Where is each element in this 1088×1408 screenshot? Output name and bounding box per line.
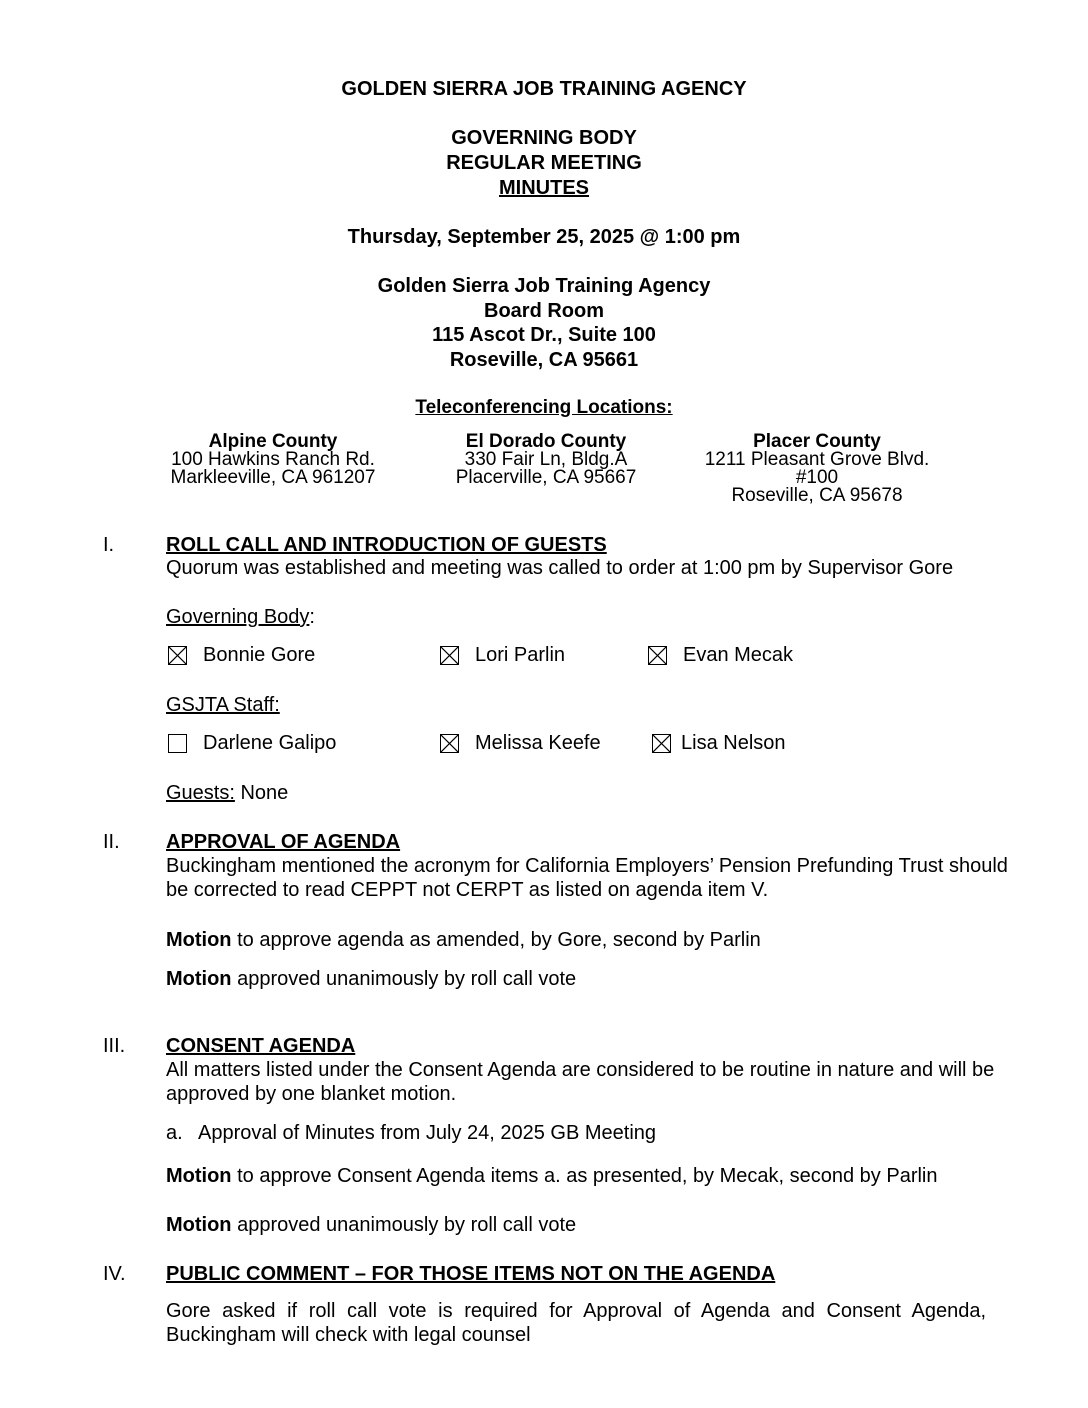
checked-box-icon bbox=[168, 646, 187, 665]
governing-body-heading: GOVERNING BODY bbox=[451, 127, 637, 149]
attendee-name: Darlene Galipo bbox=[203, 732, 337, 754]
location-address: 100 Hawkins Ranch Rd. bbox=[171, 449, 375, 470]
governing-body-label: Governing Body: bbox=[166, 606, 315, 628]
teleconf-title: Teleconferencing Locations: bbox=[415, 397, 673, 418]
section-title-approval-of-agenda: APPROVAL OF AGENDA bbox=[166, 831, 401, 853]
section-number: I. bbox=[103, 534, 115, 556]
unchecked-box-icon bbox=[168, 734, 187, 753]
consent-item-label: a. bbox=[166, 1122, 183, 1144]
staff-lisa-nelson bbox=[652, 731, 786, 755]
section-number: II. bbox=[103, 831, 120, 853]
checked-box-icon bbox=[652, 734, 671, 753]
attendee-name: Lori Parlin bbox=[475, 644, 566, 666]
attendee-evan-mecak bbox=[648, 643, 793, 667]
location-suite: #100 bbox=[795, 467, 839, 488]
checked-box-icon bbox=[440, 734, 459, 753]
location-name: Placer County bbox=[753, 431, 881, 452]
checked-box-icon bbox=[440, 646, 459, 665]
venue-room: Board Room bbox=[484, 300, 604, 322]
consent-agenda-text: All matters listed under the Consent Agenda are considered to be routine in nature and will be approved by one blanket motion. bbox=[166, 1059, 995, 1105]
section-number: III. bbox=[103, 1035, 126, 1057]
consent-item-a: Approval of Minutes from July 24, 2025 GB Meeting bbox=[198, 1122, 657, 1144]
consent-motion-result: Motion approved unanimously by roll call vote bbox=[166, 1214, 577, 1236]
quorum-text: Quorum was established and meeting was called to order at 1:00 pm by Supervisor Gore bbox=[166, 557, 954, 579]
attendee-name: Evan Mecak bbox=[683, 644, 794, 666]
meeting-date: Thursday, September 25, 2025 @ 1:00 pm bbox=[347, 226, 741, 248]
attendee-bonnie-gore bbox=[168, 643, 315, 667]
location-city: Roseville, CA 95678 bbox=[731, 485, 903, 506]
section-title-roll-call: ROLL CALL AND INTRODUCTION OF GUESTS bbox=[166, 534, 607, 556]
location-alpine bbox=[143, 433, 403, 487]
location-address: 330 Fair Ln, Bldg.A bbox=[464, 449, 628, 470]
attendee-lori-parlin bbox=[440, 643, 565, 667]
consent-motion: Motion to approve Consent Agenda items a. as presented, by Mecak, second by Parlin bbox=[166, 1165, 938, 1187]
location-placer bbox=[677, 433, 957, 505]
section-number: IV. bbox=[103, 1263, 126, 1285]
checked-box-icon bbox=[648, 646, 667, 665]
location-name: El Dorado County bbox=[465, 431, 627, 452]
section-title-public-comment: PUBLIC COMMENT – FOR THOSE ITEMS NOT ON THE AGENDA bbox=[166, 1263, 776, 1285]
regular-meeting-heading: REGULAR MEETING bbox=[446, 152, 642, 174]
staff-melissa-keefe bbox=[440, 731, 601, 755]
venue-city: Roseville, CA 95661 bbox=[449, 349, 639, 371]
location-city: Markleeville, CA 961207 bbox=[170, 467, 376, 488]
agenda-correction-text: Buckingham mentioned the acronym for California Employers’ Pension Prefunding Trust should be corrected to read CEPPT not CERPT as listed on agenda item V. bbox=[166, 855, 1008, 901]
location-city: Placerville, CA 95667 bbox=[455, 467, 637, 488]
attendee-name: Bonnie Gore bbox=[203, 644, 316, 666]
venue-street: 115 Ascot Dr., Suite 100 bbox=[432, 324, 656, 346]
location-address: 1211 Pleasant Grove Blvd. bbox=[704, 449, 930, 470]
agency-title: GOLDEN SIERRA JOB TRAINING AGENCY bbox=[341, 78, 747, 100]
venue-name: Golden Sierra Job Training Agency bbox=[377, 275, 711, 297]
attendee-name: Lisa Nelson bbox=[681, 732, 786, 754]
staff-label: GSJTA Staff: bbox=[166, 694, 280, 716]
agenda-motion: Motion to approve agenda as amended, by Gore, second by Parlin bbox=[166, 929, 761, 951]
minutes-heading: MINUTES bbox=[499, 177, 589, 199]
staff-darlene-galipo bbox=[168, 731, 336, 755]
location-el-dorado bbox=[416, 433, 676, 487]
section-title-consent-agenda: CONSENT AGENDA bbox=[166, 1035, 356, 1057]
agenda-motion-result: Motion approved unanimously by roll call vote bbox=[166, 968, 577, 990]
attendee-name: Melissa Keefe bbox=[475, 732, 601, 754]
guests-line: Guests: None bbox=[166, 782, 289, 804]
public-comment-text: Gore asked if roll call vote is required for Approval of Agenda and Consent Agenda, Buckingham will check with legal counsel bbox=[166, 1300, 986, 1346]
location-name: Alpine County bbox=[208, 431, 338, 452]
